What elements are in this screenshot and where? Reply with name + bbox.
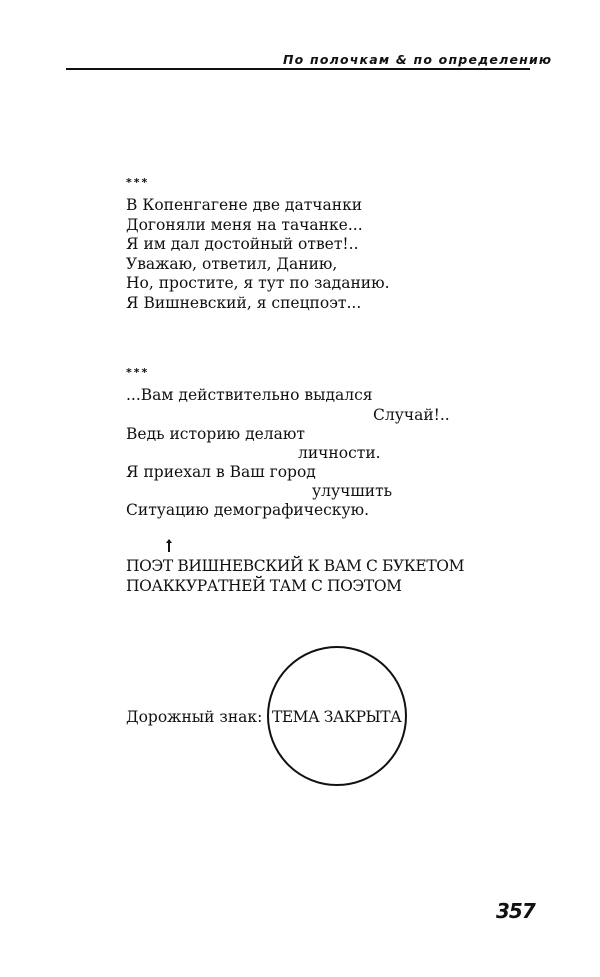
poem-line: Уважаю, ответил, Данию,: [126, 254, 338, 273]
poem-line: ...Вам действительно выдался: [126, 386, 373, 404]
poem-line: Я приехал в Ваш город: [126, 463, 316, 481]
poem-line: улучшить: [312, 482, 393, 500]
poem-line: Ведь историю делают: [126, 425, 305, 443]
poem-line: Догоняли меня на тачанке...: [126, 215, 363, 234]
poem-1: [126, 196, 390, 313]
section-separator: ***: [126, 176, 150, 189]
road-sign-text: ТЕМА ЗАКРЫТА: [272, 708, 402, 726]
caps-line: ПОАККУРАТНЕЙ ТАМ С ПОЭТОМ: [126, 577, 402, 595]
poem-line: Но, простите, я тут по заданию.: [126, 274, 390, 292]
poem-line: Ситуацию демографическую.: [126, 501, 370, 519]
running-title: По полочкам & по определению: [283, 52, 553, 67]
poem-line: В Копенгагене две датчанки: [126, 196, 363, 214]
page-number: 357: [496, 899, 535, 923]
header-rule: [66, 68, 530, 70]
section-separator: ***: [126, 366, 150, 379]
caps-line: ПОЭТ ВИШНЕВСКИЙ К ВАМ С БУКЕТОМ: [126, 557, 465, 575]
road-sign-label: Дорожный знак:: [126, 708, 263, 726]
arrow-up-icon: [168, 540, 170, 552]
poem-line: Я Вишневский, я спецпоэт...: [126, 293, 362, 312]
poem-line: личности.: [298, 444, 381, 462]
poem-line: Я им дал достойный ответ!..: [126, 235, 359, 253]
poem-line: Случай!..: [373, 406, 450, 424]
